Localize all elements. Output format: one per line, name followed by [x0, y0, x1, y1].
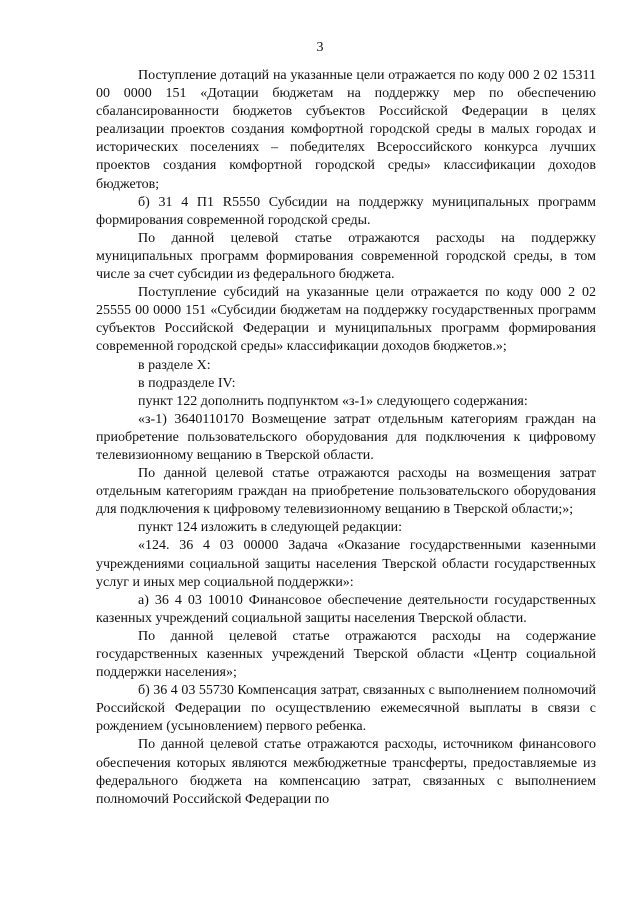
paragraph-item-122-amend: пункт 122 дополнить подпунктом «з-1» следующего содержания:	[138, 393, 528, 409]
paragraph-z1-description: По данной целевой статье отражаются расходы на возмещения затрат отдельным категориям граждан на приобретение пользовательского оборудования для подключения к цифровому телевизионному вещанию в Тверской области;»;	[96, 466, 596, 518]
paragraph-item-124-task: «124. 36 4 03 00000 Задача «Оказание государственными казенными учреждениями социальной защиты населения Тверской области государственных услуг и иных мер социальной поддержки»:	[96, 538, 596, 590]
paragraph-item-b-subsidies: б) 31 4 П1 R5550 Субсидии на поддержку муниципальных программ формирования современной городской среды.	[96, 194, 596, 228]
paragraph-expenses-description: По данной целевой статье отражаются расходы на поддержку муниципальных программ формирования современной городской среды, в том числе за счет субсидии из федерального бюджета.	[96, 230, 596, 283]
paragraph-item-a-description: По данной целевой статье отражаются расходы на содержание государственных казенных учреждений Тверской области «Центр социальной поддержки населения»;	[96, 628, 596, 681]
paragraph-item-124-restate: пункт 124 изложить в следующей редакции:	[138, 520, 402, 536]
paragraph-item-b-description: По данной целевой статье отражаются расходы, источником финансового обеспечения которых являются межбюджетные трансферты, предоставляемые из федерального бюджета на компенсацию затрат, связанных с выполнением полномочий Российской Федерации по	[96, 737, 596, 807]
paragraph-item-a-financing: а) 36 4 03 10010 Финансовое обеспечение деятельности государственных казенных учреждений социальной защиты населения Тверской области.	[96, 592, 596, 626]
paragraph-item-b-compensation: б) 36 4 03 55730 Компенсация затрат, связанных с выполнением полномочий Российской Федерации по осуществлению ежемесячной выплаты в связи с рождением (усыновлением) первого ребенка.	[96, 683, 596, 735]
page-number: 3	[316, 40, 324, 55]
document-body	[96, 67, 596, 809]
paragraph-z1-compensation: «з-1) 3640110170 Возмещение затрат отдельным категориям граждан на приобретение пользовательского оборудования для подключения к цифровому телевизионному вещанию в Тверской области.	[96, 411, 596, 463]
paragraph-subsidy-receipt-code: Поступление дотаций на указанные цели отражается по коду 000 2 02 15311 00 0000 151 «Дотации бюджетам на поддержку мер по обеспечению сбалансированности бюджетов субъектов Российской Федерации в целях реализации проектов создания комфортной городской среды в малых городах и исторических поселениях – победителях Всероссийского конкурса лучших проектов создания комфортной городской среды» классификации доходов бюджетов;	[96, 68, 596, 192]
paragraph-subsidy-receipt-code-2: Поступление субсидий на указанные цели отражается по коду 000 2 02 25555 00 0000 151 «Субсидии бюджетам на поддержку государственных программ субъектов Российской Федерации и муниципальных программ формирования современной городской среды» классификации доходов бюджетов.»;	[96, 285, 596, 355]
paragraph-subsection-iv: в подразделе IV:	[138, 375, 236, 391]
paragraph-section-x: в разделе X:	[138, 357, 211, 373]
